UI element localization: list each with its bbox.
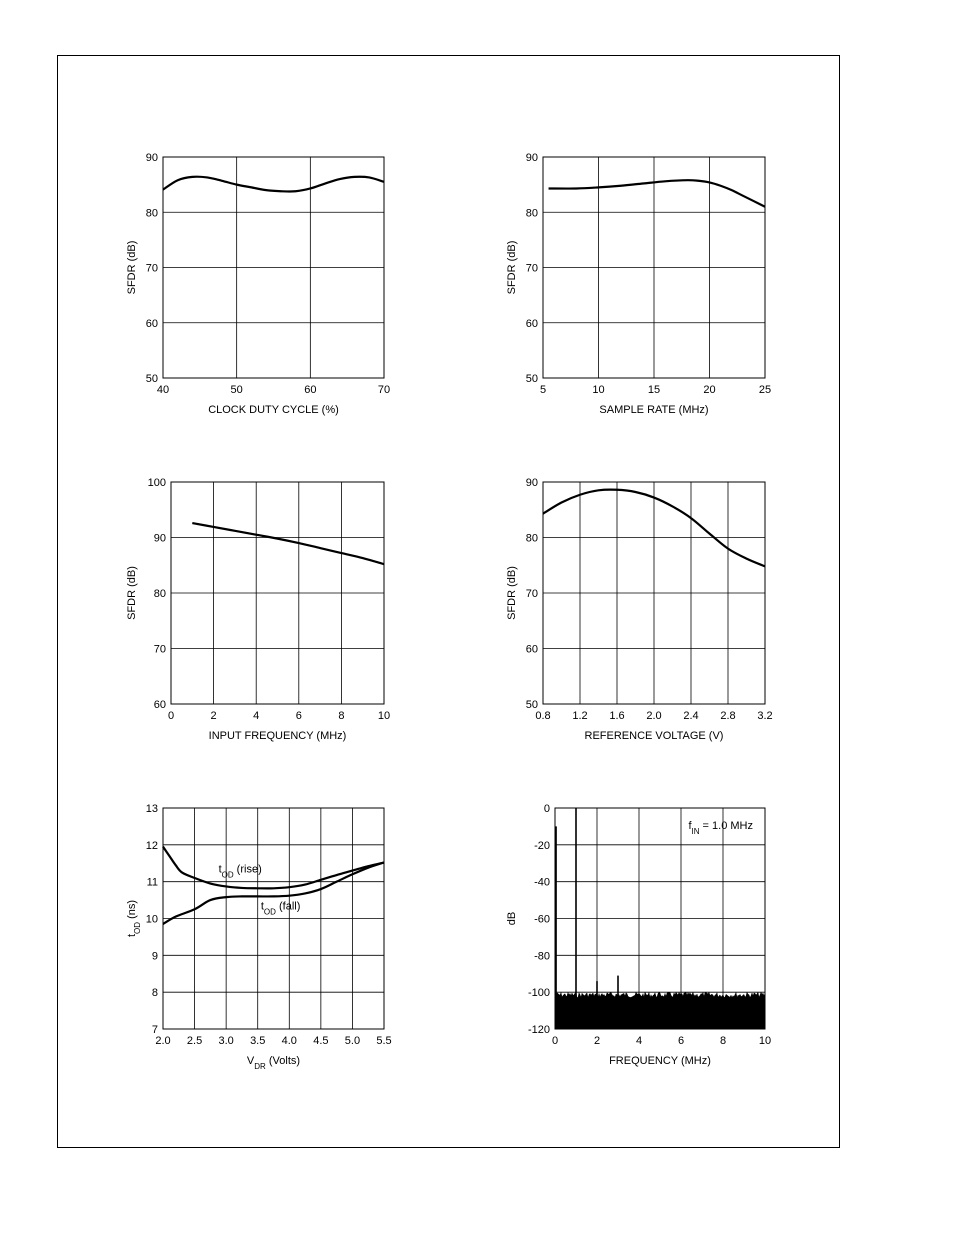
y-tick-label: 12 <box>145 839 158 852</box>
x-axis-label: $V_{DR}$ (Volts) <box>246 1055 301 1071</box>
chart-1 <box>126 152 390 416</box>
y-tick-label: 80 <box>525 207 538 220</box>
y-axis-label: SFDR (dB) <box>126 240 138 295</box>
y-tick-label: 60 <box>525 643 538 656</box>
y-tick-label: 0 <box>543 803 550 815</box>
x-tick-label: 2.0 <box>155 1035 171 1047</box>
series-line-1 <box>163 177 384 192</box>
y-tick-label: 90 <box>145 152 158 164</box>
x-tick-label: 2.0 <box>646 710 662 722</box>
y-tick-label: 60 <box>525 317 538 330</box>
series-line-1 <box>192 523 384 564</box>
y-tick-label: -40 <box>534 876 550 889</box>
annotation: $t_{OD}$ (rise) <box>218 863 262 879</box>
y-tick-label: -60 <box>534 913 550 926</box>
annotation: $f_{IN} = 1.0$ MHz <box>688 820 753 836</box>
y-tick-label: 80 <box>145 207 158 220</box>
y-axis-label: SFDR (dB) <box>506 566 518 620</box>
x-tick-label: 40 <box>156 384 170 396</box>
x-tick-label: 10 <box>758 1035 772 1047</box>
x-tick-label: 25 <box>758 384 772 396</box>
y-tick-label: 70 <box>525 262 538 275</box>
y-tick-label: 10 <box>145 913 158 926</box>
y-tick-label: 70 <box>145 262 158 275</box>
x-tick-label: 4 <box>635 1035 643 1047</box>
x-tick-label: 50 <box>230 384 243 396</box>
x-axis-label: SAMPLE RATE (MHz) <box>599 404 709 416</box>
x-tick-label: 60 <box>304 384 317 396</box>
x-tick-label: 5.0 <box>344 1035 361 1047</box>
x-tick-label: 10 <box>377 710 391 722</box>
chart-3 <box>126 477 390 742</box>
y-tick-label: 7 <box>151 1024 158 1036</box>
x-tick-label: 0 <box>551 1035 559 1047</box>
x-axis-label: REFERENCE VOLTAGE (V) <box>584 730 724 742</box>
x-tick-label: 4.5 <box>313 1035 329 1047</box>
noise-floor <box>555 992 765 1029</box>
y-tick-label: 50 <box>525 699 538 711</box>
y-tick-label: 70 <box>153 643 166 656</box>
y-tick-label: 80 <box>525 532 538 545</box>
y-tick-label: 60 <box>153 699 166 711</box>
chart-2 <box>506 152 771 416</box>
y-axis-label: dB <box>506 911 518 926</box>
x-tick-label: 2.5 <box>186 1035 203 1047</box>
x-tick-label: 0.8 <box>535 710 551 722</box>
y-tick-label: 60 <box>145 317 158 330</box>
y-tick-label: 90 <box>525 152 538 164</box>
x-axis-label: INPUT FREQUENCY (MHz) <box>208 730 347 742</box>
y-tick-label: 90 <box>153 532 166 545</box>
y-tick-label: 50 <box>145 373 158 385</box>
x-tick-label: 5.5 <box>376 1035 392 1047</box>
x-tick-label: 8 <box>719 1035 727 1047</box>
x-tick-label: 2 <box>593 1035 601 1047</box>
y-tick-label: 100 <box>147 477 166 489</box>
x-tick-label: 4 <box>253 710 260 722</box>
y-tick-label: 13 <box>145 803 158 815</box>
y-tick-label: 70 <box>525 588 538 600</box>
y-tick-label: 8 <box>151 987 158 1000</box>
x-axis-label: CLOCK DUTY CYCLE (%) <box>208 404 339 416</box>
y-tick-label: 90 <box>525 477 538 489</box>
x-tick-label: 6 <box>677 1035 685 1047</box>
x-tick-label: 2.8 <box>720 710 736 722</box>
x-tick-label: 1.2 <box>572 710 588 722</box>
x-tick-label: 3.0 <box>218 1035 234 1047</box>
x-tick-label: 20 <box>703 384 716 396</box>
x-tick-label: 4.0 <box>281 1035 297 1047</box>
x-tick-label: 15 <box>647 384 661 396</box>
y-axis-label: SFDR (dB) <box>506 240 518 295</box>
annotation: $t_{OD}$ (fall) <box>260 900 301 916</box>
x-axis-label: FREQUENCY (MHz) <box>609 1055 711 1067</box>
y-axis-label: SFDR (dB) <box>126 566 138 620</box>
y-tick-label: -20 <box>534 839 550 852</box>
chart-4 <box>506 477 773 742</box>
y-tick-label: 80 <box>153 588 166 600</box>
x-tick-label: 5 <box>539 384 547 396</box>
y-tick-label: -120 <box>527 1024 550 1036</box>
y-axis-label: $t_{OD}$ (ns) <box>126 899 142 938</box>
x-tick-label: 1.6 <box>609 710 625 722</box>
y-tick-label: -100 <box>527 987 550 1000</box>
chart-5 <box>126 803 392 1071</box>
x-tick-label: 70 <box>377 384 391 396</box>
x-tick-label: 2.4 <box>683 710 699 722</box>
y-tick-label: 11 <box>146 876 158 889</box>
chart-6 <box>506 803 771 1067</box>
x-tick-label: 0 <box>167 710 175 722</box>
x-tick-label: 3.2 <box>757 710 773 722</box>
x-tick-label: 2 <box>210 710 217 722</box>
y-tick-label: -80 <box>534 950 550 963</box>
x-tick-label: 6 <box>295 710 302 722</box>
y-tick-label: 9 <box>151 950 158 963</box>
x-tick-label: 3.5 <box>250 1035 266 1047</box>
series-line-1 <box>163 847 384 889</box>
x-tick-label: 10 <box>592 384 605 396</box>
y-tick-label: 50 <box>525 373 538 385</box>
series-line-1 <box>549 180 765 207</box>
x-tick-label: 8 <box>338 710 345 722</box>
